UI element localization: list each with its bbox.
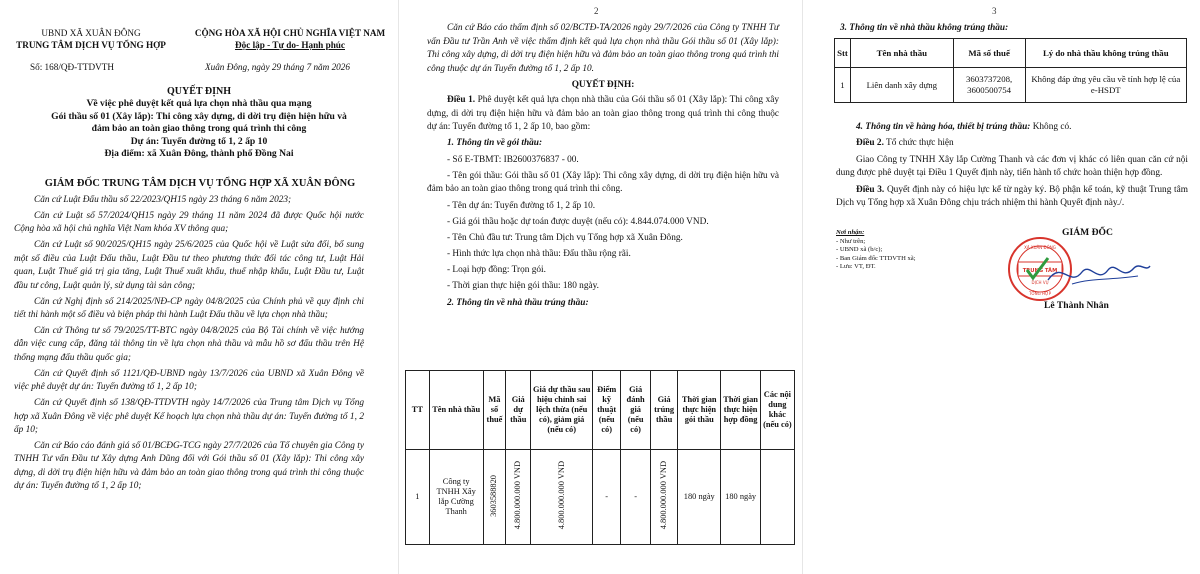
article-2-body: Giao Công ty TNHH Xây lắp Cường Thanh và các đơn vị khác có liên quan căn cứ nội dung được phê duyệt tại Điều 1 Quyết định này, tiến hành tổ chức hoàn thiện hợp đồng. (836, 154, 1188, 179)
package-info-item: - Tên Chủ đầu tư: Trung tâm Dịch vụ Tổng hợp xã Xuân Đông. (447, 232, 683, 243)
column-header: Thời gian thực hiện hợp đồng (721, 371, 760, 450)
column-header: TT (406, 371, 430, 450)
column-header: Tên nhà thầu (429, 371, 483, 450)
winning-price-cell (651, 450, 678, 545)
svg-text:DỊCH VỤ: DỊCH VỤ (1031, 280, 1049, 285)
article-3-text: Quyết định này có hiệu lực kể từ ngày ký. Bộ phận kế toán, kỹ thuật Trung tâm Dịch vụ Tổng hợp xã Xuân Đông chịu trách nhiệm thi hành Quyết định này./. (836, 184, 1188, 209)
column-header: Tên nhà thầu (850, 39, 953, 68)
section-4 (836, 121, 1188, 134)
document-title-block (18, 86, 380, 160)
recipients (836, 229, 916, 272)
article-1-label: Điều 1. (447, 94, 476, 105)
article-3 (836, 184, 1188, 211)
tax-codes: 3603737208, 3600500754 (953, 68, 1025, 103)
column-header: Mã số thuế (953, 39, 1025, 68)
bidder-name: Công ty TNHH Xây lắp Cường Thanh (429, 450, 483, 545)
legal-basis-paragraph: Căn cứ Quyết định số 138/QĐ-TTDVTH ngày 14/7/2026 của Trung tâm Dịch vụ Tổng hợp xã Xuân Đông về việc phê duyệt Kế hoạch lựa chọn nhà thầu dự án: Tuyến đường tổ 1, 2 ấp 10; (14, 398, 364, 436)
recipient-item: - UBND xã (b/c); (836, 246, 883, 254)
page-3-body (836, 121, 1188, 213)
package-info-item: - Giá gói thầu hoặc dự toán được duyệt (nếu có): 4.844.074.000 VND. (447, 216, 709, 227)
svg-text:TRUNG TÂM: TRUNG TÂM (1022, 268, 1058, 274)
recipient-item: - Ban Giám đốc TTDVTH xã; (836, 254, 916, 262)
page-2-body (427, 22, 779, 313)
recipients-label: Nơi nhận: (836, 229, 865, 236)
handwritten-signature (1042, 254, 1152, 292)
tax-code: 3603588820 (489, 474, 499, 517)
table-row (835, 68, 1187, 103)
section-2-heading: 2. Thông tin về nhà thầu trúng thầu: (447, 297, 589, 308)
contract-duration: 180 ngày (721, 450, 760, 545)
section-3-heading: 3. Thông tin về nhà thầu không trúng thầu: (840, 23, 1009, 33)
project-line: Dự án: Tuyến đường tổ 1, 2 ấp 10 (130, 135, 268, 147)
other-content (760, 450, 794, 545)
recipient-item: - Lưu: VT, ĐT. (836, 263, 876, 271)
article-2 (836, 137, 1188, 150)
rejection-reason: Không đáp ứng yêu cầu về tính hợp lệ của e-HSDT (1025, 68, 1186, 103)
decision-heading: QUYẾT ĐỊNH: (571, 80, 635, 91)
national-header (190, 27, 390, 51)
table-header-row (835, 39, 1187, 68)
table-row (406, 450, 795, 545)
package-info-item: - Loại hợp đồng: Trọn gói. (447, 265, 546, 276)
column-header: Mã số thuế (483, 371, 506, 450)
page-1 (0, 0, 395, 574)
page-3 (806, 0, 1200, 574)
column-header: Giá dự thầu sau hiệu chỉnh sai lệch thừa (nếu có), giảm giá (nếu có) (531, 371, 593, 450)
page-divider (802, 0, 803, 574)
column-header: Các nội dung khác (nếu có) (760, 371, 794, 450)
section-4-heading: 4. Thông tin về hàng hóa, thiết bị trúng thầu: (856, 122, 1031, 132)
evaluated-price: - (621, 450, 651, 545)
column-header: Giá trúng thầu (651, 371, 678, 450)
legal-basis-paragraph: Căn cứ Luật số 90/2025/QH15 ngày 25/6/2025 của Quốc hội về Luật sửa đổi, bổ sung một số điều của Luật Đấu thầu, Luật Đầu tư theo phương thức đối tác công tư, Luật Hải quan, Luật Thuế giá trị gia tăng, Luật Thuế xuất khẩu, thuế nhập khẩu, Luật Đầu tư, Luật đầu tư công, Luật quản lý, sử dụng tài sản công; (14, 240, 364, 291)
legal-basis-paragraph: Căn cứ Báo cáo đánh giá số 01/BCĐG-TCG ngày 27/7/2026 của Tổ chuyên gia Công ty TNHH Tư vấn Đầu tư Xây dựng Anh Dũng đối với Gói thầu số 01 (Xây lắp): Thi công xây dựng, di dời trụ điện hiện hữu và đảm bảo an toàn giao thông trong quá trình thi công thuộc dự án: Tuyến đường tổ 1, 2 ấp 10; (14, 441, 364, 492)
page-divider (398, 0, 399, 574)
national-motto: Độc lập - Tự do- Hạnh phúc (234, 40, 345, 50)
svg-text:TỔNG HỢP: TỔNG HỢP (1028, 291, 1052, 296)
article-2-text: Tổ chức thực hiện (883, 138, 954, 149)
bid-price-cell (506, 450, 531, 545)
document-number: Số: 168/QĐ-TTDVTH (30, 62, 114, 72)
agency-name: TRUNG TÂM DỊCH VỤ TỔNG HỢP (16, 40, 166, 50)
package-info-item: - Số E-TBMT: IB2600376837 - 00. (447, 154, 579, 165)
article-2-label: Điều 2. (856, 138, 884, 149)
issuer-heading: GIÁM ĐỐC TRUNG TÂM DỊCH VỤ TỔNG HỢP XÃ XUÂN ĐÔNG (44, 178, 356, 189)
legal-basis-paragraph: Căn cứ Luật số 57/2024/QH15 ngày 29 tháng 11 năm 2024 đã được Quốc hội nước Cộng hòa xã hội chủ nghĩa Việt Nam khóa XV thông qua; (14, 211, 364, 235)
document-type: QUYẾT ĐỊNH (167, 86, 231, 97)
technical-score: - (593, 450, 621, 545)
signer-name: Lê Thành Nhân (1044, 300, 1109, 311)
package-info-item: - Thời gian thực hiện gói thầu: 180 ngày. (447, 281, 599, 292)
article-3-label: Điều 3. (856, 184, 885, 195)
place-date: Xuân Đông, ngày 29 tháng 7 năm 2026 (205, 62, 350, 72)
package-duration: 180 ngày (678, 450, 721, 545)
legal-basis-paragraph: Căn cứ Quyết định số 1121/QĐ-UBND ngày 13/7/2026 của UBND xã Xuân Đông về việc phê duyệt dự án: Tuyến đường tổ 1, 2 ấp 10; (14, 368, 364, 393)
svg-text:XÃ XUÂN ĐÔNG: XÃ XUÂN ĐÔNG (1024, 245, 1056, 250)
legal-basis-paragraph: Căn cứ Thông tư số 79/2025/TT-BTC ngày 04/8/2025 của Bộ Tài chính về việc hướng dẫn việc cung cấp, đăng tải thông tin về lựa chọn nhà thầu và mẫu hồ sơ đấu thầu trên Hệ thống mạng đấu thầu quốc gia; (14, 326, 364, 363)
location-line: Địa điểm: xã Xuân Đông, thành phố Đồng Nai (104, 148, 294, 160)
legal-basis-paragraph: Căn cứ Luật Đấu thầu số 22/2023/QH15 ngày 23 tháng 6 năm 2023; (34, 195, 292, 205)
page-number: 2 (594, 6, 599, 16)
column-header: Lý do nhà thầu không trúng thầu (1025, 39, 1186, 68)
row-number: 1 (835, 68, 851, 103)
article-1 (427, 94, 779, 135)
legal-basis-paragraph: Căn cứ Nghị định số 214/2025/NĐ-CP ngày 04/8/2025 của Chính phủ về quy định chi tiết thi hành một số điều và biện pháp thi hành Luật Đấu thầu về lựa chọn nhà thầu; (14, 296, 364, 321)
package-info-item: - Tên gói thầu: Gói thầu số 01 (Xây lắp): Thi công xây dựng, di dời trụ điện hiện hữu và đảm bảo an toàn giao thông trong quá trình thi công. (427, 170, 779, 195)
recipient-item: - Như trên; (836, 237, 866, 245)
subject-line-2: Gói thầu số 01 (Xây lắp): Thi công xây dựng, di dời trụ điện hiện hữu và (51, 110, 347, 122)
losing-bidder-table (834, 38, 1187, 103)
country-name: CỘNG HÒA XÃ HỘI CHỦ NGHĨA VIỆT NAM (194, 28, 386, 38)
appraisal-basis: Căn cứ Báo cáo thẩm định số 02/BCTĐ-TA/2026 ngày 29/7/2026 của Công ty TNHH Tư vấn Đầu tư Trần Anh về việc thẩm định kết quả lựa chọn nhà thầu Gói thầu số 01 (Xây lắp): Thi công xây dựng, di dời trụ điện hiện hữu và đảm bảo an toàn giao thông trong quá trình thi công thuộc dự án Tuyến đường tổ 1, 2 ấp 10. (427, 23, 779, 74)
agency-parent: UBND XÃ XUÂN ĐÔNG (41, 28, 141, 38)
table-header-row (406, 371, 795, 450)
subject-line-3: đảm bảo an toàn giao thông trong quá trình thi công (91, 123, 307, 135)
article-1-text: Phê duyệt kết quả lựa chọn nhà thầu của Gói thầu số 01 (Xây lắp): Thi công xây dựng, di dời trụ điện hiện hữu và đảm bảo an toàn giao thông trong quá trình thi công thuộc dự án: Tuyến đường tổ 1, 2 ấp 10, bao gồm: (427, 94, 779, 133)
column-header: Thời gian thực hiện gói thầu (678, 371, 721, 450)
section-4-value: Không có. (1030, 122, 1072, 132)
package-info-item: - Hình thức lựa chọn nhà thầu: Đấu thầu rộng rãi. (447, 249, 631, 260)
bidder-name: Liên danh xây dựng (850, 68, 953, 103)
subject-line-1: Về việc phê duyệt kết quả lựa chọn nhà thầu qua mạng (86, 98, 312, 110)
bid-price: 4.800.000.000 VND (513, 461, 523, 530)
package-info-item: - Tên dự án: Tuyến đường tổ 1, 2 ấp 10. (447, 200, 596, 211)
issuing-agency (16, 27, 166, 51)
column-header: Giá dự thầu (506, 371, 531, 450)
page-number: 3 (992, 6, 997, 16)
signer-title: GIÁM ĐỐC (1062, 227, 1113, 238)
adjusted-price: 4.800.000.000 VND (556, 461, 566, 530)
section-1-heading: 1. Thông tin về gói thầu: (447, 138, 543, 149)
column-header: Stt (835, 39, 851, 68)
legal-basis (14, 194, 364, 496)
adjusted-price-cell (531, 450, 593, 545)
winning-bidder-table (405, 370, 795, 545)
column-header: Giá đánh giá (nếu có) (621, 371, 651, 450)
row-number: 1 (406, 450, 430, 545)
tax-code-cell (483, 450, 506, 545)
column-header: Điểm kỹ thuật (nếu có) (593, 371, 621, 450)
winning-price: 4.800.000.000 VND (659, 461, 669, 530)
page-2 (402, 0, 798, 574)
